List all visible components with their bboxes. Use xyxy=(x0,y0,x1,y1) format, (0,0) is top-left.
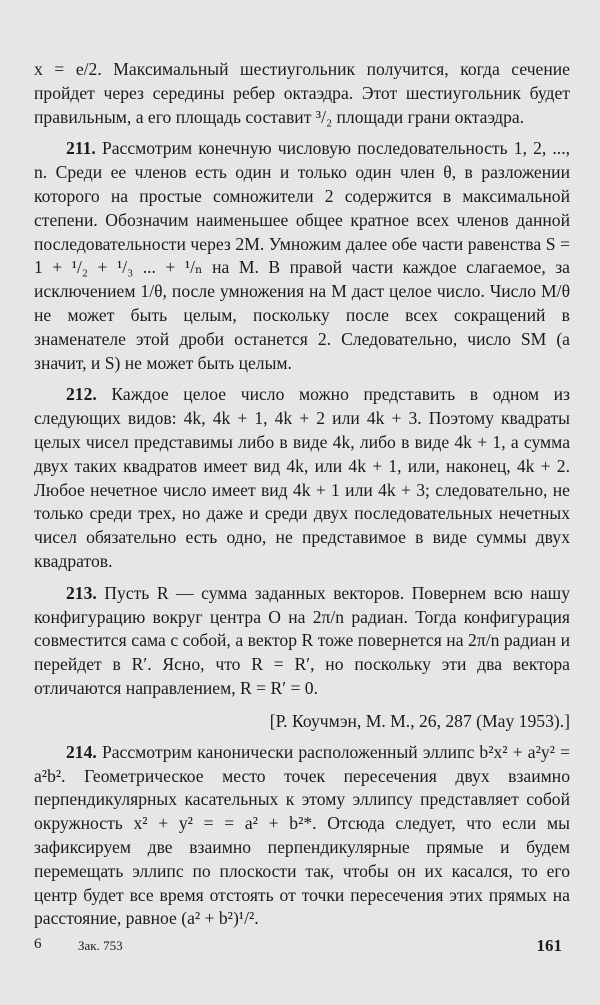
print-order: Зак. 753 xyxy=(78,938,123,953)
problem-text: Рассмотрим конечную числовую последовательность 1, 2, ..., n. Среди ее членов есть один и только один член θ, в разложении которого на простые сомножители 2 содержится в максимальной степени. Обозначим наименьшее общее кратное всех членов данной последовательности через 2M. Умножим далее обе части равенства S = 1 + ¹/₂ + ¹/₃ ... + ¹/ₙ на M. В правой части каждое слагаемое, за исключением 1/θ, после умножения на M даст целое число. Число M/θ не может быть целым, поскольку после всех сокращений в знаменателе этой дроби останется 2. Следовательно, число SM (а значит, и S) не может быть целым. xyxy=(34,138,570,373)
problem-text: Пусть R — сумма заданных векторов. Повернем всю нашу конфигурацию вокруг центра O на 2π/n радиан. Тогда конфигурация совместится сама с собой, а вектор R тоже повернется на 2π/n радиан и перейдет в R′. Ясно, что R = R′, но поскольку эти два вектора отличаются направлением, R = R′ = 0. xyxy=(34,582,570,698)
problem-212 xyxy=(34,383,570,573)
problem-number: 211. xyxy=(66,138,96,159)
paragraph-text: x = e/2. Максимальный шестиугольник получится, когда сечение пройдет через середины ребер октаэдра. Этот шестиугольник будет правильным, а его площадь составит ³/₂ площади грани октаэдра. xyxy=(34,59,570,127)
problem-text: Каждое целое число можно представить в одном из следующих видов: 4k, 4k + 1, 4k + 2 или 4k + 3. Поэтому квадраты целых чисел представимы либо в виде 4k, либо в виде 4k + 1, а сумма двух таких квадратов имеет вид 4k, или 4k + 1, или, наконец, 4k + 2. Любое нечетное число имеет вид 4k + 1 или 4k + 3; следовательно, не только среди трех, но даже и среди двух последовательных нечетных чисел обязательно есть одно, не представимое в виде суммы двух квадратов. xyxy=(34,384,570,571)
signature-mark: 6 xyxy=(34,936,42,952)
problem-211 xyxy=(34,137,570,375)
problem-213 xyxy=(34,582,570,701)
problem-number: 213. xyxy=(66,582,97,603)
problem-text: Рассмотрим канонически расположенный эллипс b²x² + a²y² = a²b². Геометрическое место точек пересечения двух взаимно перпендикулярных касательных к этому эллипсу представляет собой окружность x² + y² = = a² + b²*. Отсюда следует, что если мы зафиксируем две взаимно перпендикулярные прямые и будем перемещать эллипс по плоскости так, чтобы он их касался, то его центр будет все время отстоять от точки пересечения этих прямых на расстояние, равное (a² + b²)¹/². xyxy=(34,741,570,929)
citation: [Р. Коучмэн, М. М., 26, 287 (May 1953).] xyxy=(269,710,570,731)
problem-number: 212. xyxy=(66,384,97,405)
paragraph-top xyxy=(34,58,570,129)
problem-number: 214. xyxy=(66,741,97,762)
page-number: 161 xyxy=(536,936,562,955)
problem-214 xyxy=(34,741,570,931)
